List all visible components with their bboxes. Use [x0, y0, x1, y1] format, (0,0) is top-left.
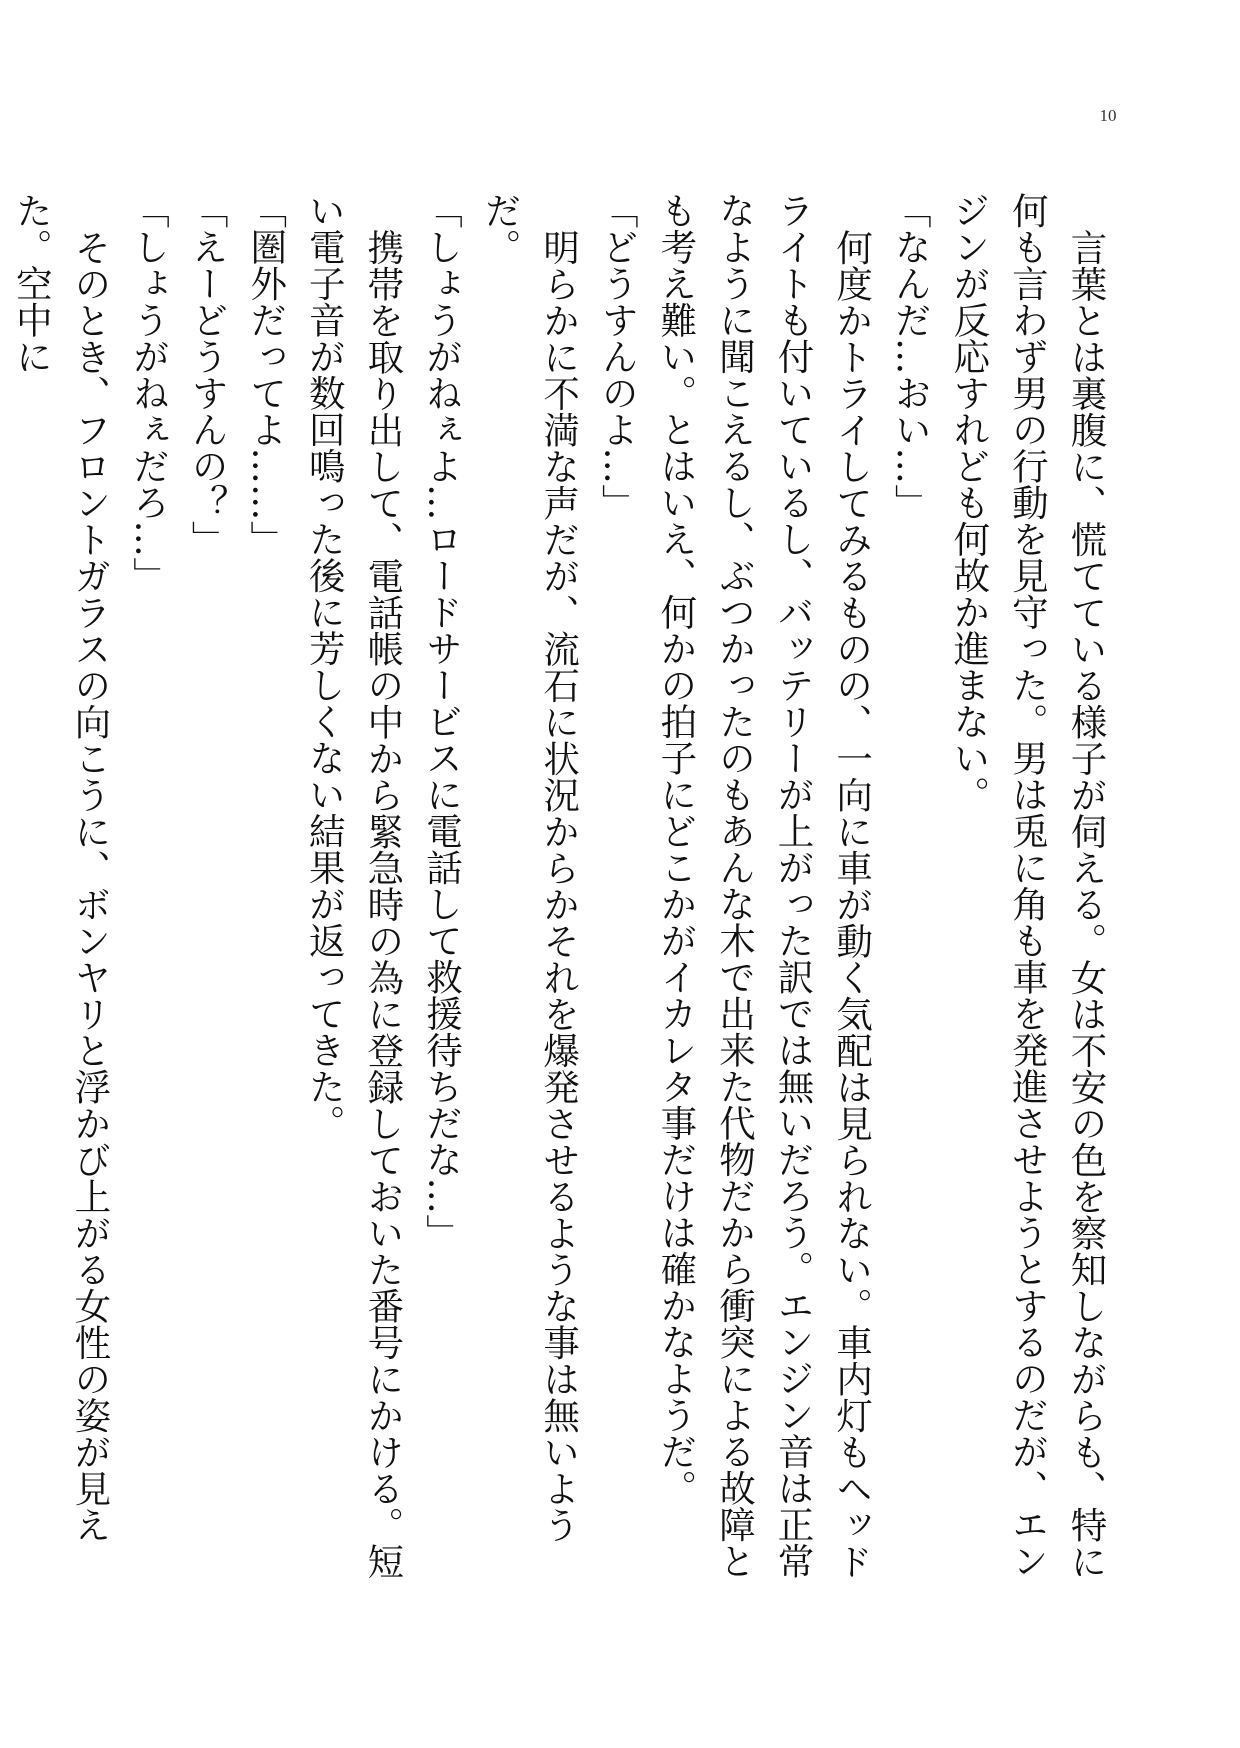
body-text [10, 192, 1115, 1587]
page-number: 10 [1099, 106, 1117, 125]
paragraph: 何度かトライしてみるものの、一向に車が動く気配は見られない。車内灯もヘッドライトも付いているし、バッテリーが上がった訳では無いだろう。エンジン音は正常なように聞こえるし、ぶつかったのもあんな木で出来た代物だから衝突による故障とも考え難い。とはいえ、何かの拍子にどこかがイカレタ事だけは確かなようだ。 [654, 192, 874, 1579]
dialogue-line: 「なんだ…おい…」 [889, 192, 933, 521]
dialogue-line: 「しょうがねぇよ…ロードサービスに電話して救援待ちだな…」 [420, 192, 464, 1251]
paragraph: 言葉とは裏腹に、慌てている様子が伺える。女は不安の色を察知しながらも、特に何も言わず男の行動を見守った。男は兎に角も車を発進させようとするのだが、エンジンが反応すれども何故か進まない。 [947, 192, 1108, 1579]
dialogue-line: 「どうすんのよ…」 [596, 192, 640, 521]
dialogue-line: 「圏外だってよ……」 [244, 192, 288, 557]
paragraph: そのとき、フロントガラスの向こうに、ボンヤリと浮かび上がる女性の姿が見えた。空中に [10, 192, 112, 1543]
dialogue-line: 「えーどうすんの？」 [186, 192, 230, 557]
paragraph: 携帯を取り出して、電話帳の中から緊急時の為に登録しておいた番号にかける。短い電子音が数回鳴った後に芳しくない結果が返ってきた。 [303, 192, 405, 1579]
paragraph: 明らかに不満な声だが、流石に状況からかそれを爆発させるような事は無いようだ。 [479, 192, 581, 1543]
dialogue-line: 「しょうがねぇだろ…」 [127, 192, 171, 594]
